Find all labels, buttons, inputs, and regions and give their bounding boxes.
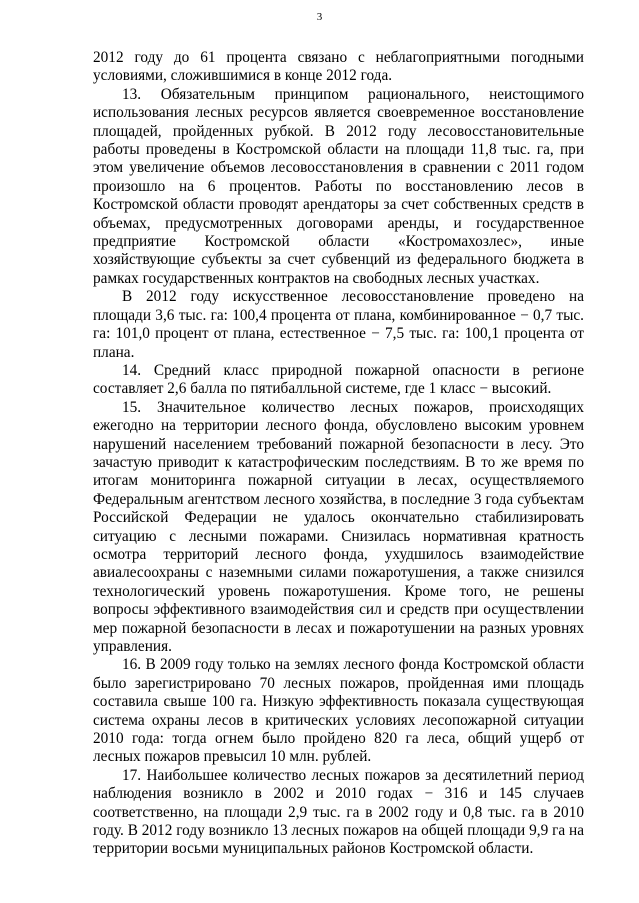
paragraph-reforestation-2012: В 2012 году искусственное лесовосстановление проведено на площади 3,6 тыс. га: 100,4 процента от плана, комбинированное − 0,7 тыс. га: 101,0 процент от плана, естественное − 7,5 тыс. га: 100,1 процента от плана. xyxy=(93,288,584,361)
paragraph-17: 17. Наибольшее количество лесных пожаров за десятилетний период наблюдения возникло в 2002 и 2010 годах − 316 и 145 случаев соответственно, на площади 2,9 тыс. га в 2002 году и 0,8 тыс. га в 2010 году. В 2012 году возникло 13 лесных пожаров на общей площади 9,9 га на территории восьми муниципальных районов Костромской области. xyxy=(93,766,584,858)
paragraph-14: 14. Средний класс природной пожарной опасности в регионе составляет 2,6 балла по пятибалльной системе, где 1 класс − высокий. xyxy=(93,361,584,398)
document-body xyxy=(93,49,584,859)
page-number: 3 xyxy=(316,11,323,23)
paragraph-16: 16. В 2009 году только на землях лесного фонда Костромской области было зарегистрировано 70 лесных пожаров, пройденная ими площадь составила свыше 100 га. Низкую эффективность показала существующая система охраны лесов в критических условиях лесопожарной ситуации 2010 года: тогда огнем было пройдено 820 га леса, общий ущерб от лесных пожаров превысил 10 млн. рублей. xyxy=(93,656,584,766)
paragraph-15: 15. Значительное количество лесных пожаров, происходящих ежегодно на территории лесного фонда, обусловлено высоким уровнем нарушений населением требований пожарной безопасности в лесу. Это зачастую приводит к катастрофическим последствиям. В то же время по итогам мониторинга пожарной ситуации в лесах, осуществляемого Федеральным агентством лесного хозяйства, в последние 3 года субъектам Российской Федерации не удалось окончательно стабилизировать ситуацию с лесными пожарами. Снизилась нормативная кратность осмотра территорий лесного фонда, ухудшилось взаимодействие авиалесоохраны с наземными силами пожаротушения, а также снизился технологический уровень пожаротушения. Кроме того, не решены вопросы эффективного взаимодействия сил и средств при осуществлении мер пожарной безопасности в лесах и пожаротушении на разных уровнях управления. xyxy=(93,398,584,655)
paragraph-13: 13. Обязательным принципом рационального, неистощимого использования лесных ресурсов является своевременное восстановление площадей, пройденных рубкой. В 2012 году лесовосстановительные работы проведены в Костромской области на площади 11,8 тыс. га, при этом увеличение объемов лесовосстановления в сравнении с 2011 годом произошло на 6 процентов. Работы по восстановлению лесов в Костромской области проводят арендаторы за счет собственных средств в объемах, предусмотренных договорами аренды, и государственное предприятие Костромской области «Костромахозлес», иные хозяйствующие субъекты за счет субвенций из федерального бюджета в рамках государственных контрактов на свободных лесных участках. xyxy=(93,85,584,287)
paragraph-continuation: 2012 году до 61 процента связано с неблагоприятными погодными условиями, сложившимися в конце 2012 года. xyxy=(93,49,584,85)
